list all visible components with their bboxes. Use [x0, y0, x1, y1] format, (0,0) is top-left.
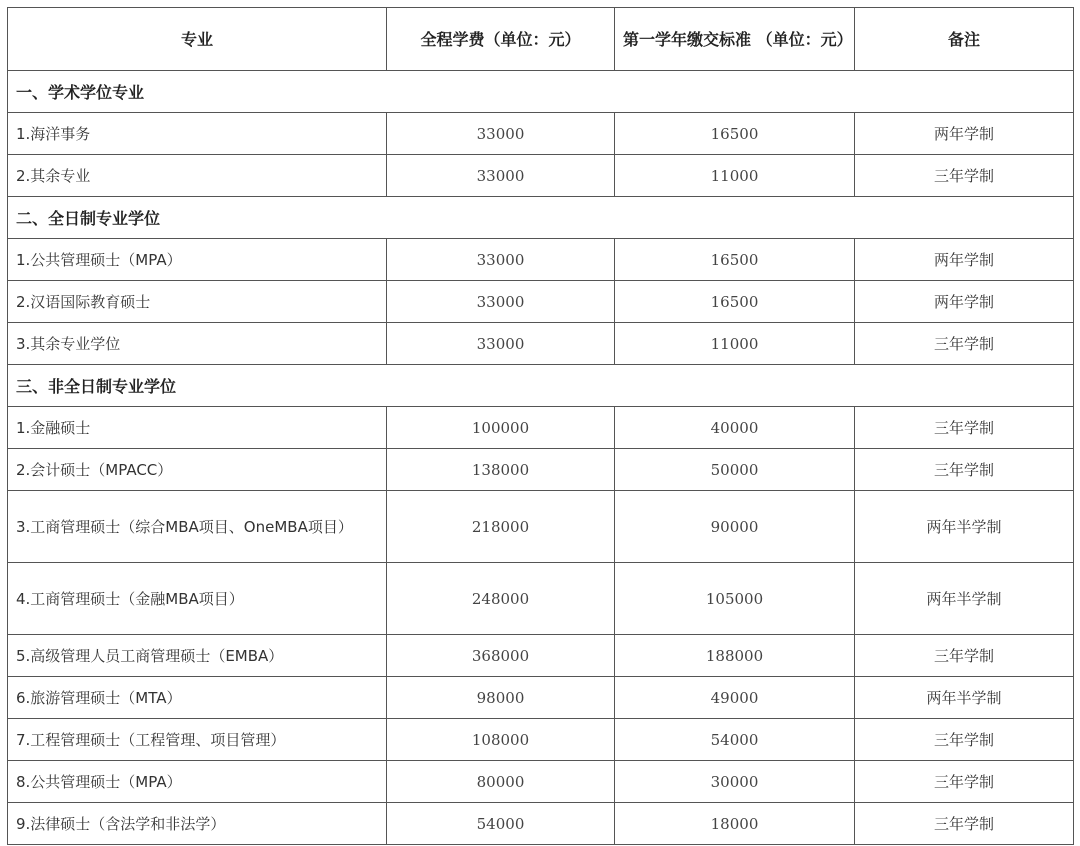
- tuition-table: [7, 7, 1074, 845]
- table-row: [8, 677, 1074, 719]
- total-tuition-cell: 98000: [387, 677, 615, 719]
- first-year-fee-cell: 30000: [615, 761, 855, 803]
- section-title: 三、非全日制专业学位: [8, 365, 1074, 407]
- total-tuition-cell: 80000: [387, 761, 615, 803]
- first-year-fee-cell: 54000: [615, 719, 855, 761]
- program-length-cell: 两年半学制: [855, 491, 1074, 563]
- total-tuition-cell: 33000: [387, 155, 615, 197]
- major-name-cell: 1.公共管理硕士（MPA）: [8, 239, 387, 281]
- table-row: [8, 239, 1074, 281]
- major-name-cell: 2.会计硕士（MPACC）: [8, 449, 387, 491]
- total-tuition-cell: 100000: [387, 407, 615, 449]
- total-tuition-cell: 33000: [387, 281, 615, 323]
- total-tuition-cell: 54000: [387, 803, 615, 845]
- section-header-row: [8, 71, 1074, 113]
- major-name-cell: 3.工商管理硕士（综合MBA项目、OneMBA项目）: [8, 491, 387, 563]
- total-tuition-cell: 368000: [387, 635, 615, 677]
- program-length-cell: 三年学制: [855, 407, 1074, 449]
- program-length-cell: 两年学制: [855, 239, 1074, 281]
- major-name-cell: 5.高级管理人员工商管理硕士（EMBA）: [8, 635, 387, 677]
- section-header-row: [8, 365, 1074, 407]
- major-name-cell: 2.其余专业: [8, 155, 387, 197]
- major-name-cell: 8.公共管理硕士（MPA）: [8, 761, 387, 803]
- major-name-cell: 2.汉语国际教育硕士: [8, 281, 387, 323]
- table-row: [8, 761, 1074, 803]
- table-row: [8, 635, 1074, 677]
- table-row: [8, 155, 1074, 197]
- table-row: [8, 563, 1074, 635]
- total-tuition-cell: 108000: [387, 719, 615, 761]
- section-title: 一、学术学位专业: [8, 71, 1074, 113]
- first-year-fee-cell: 105000: [615, 563, 855, 635]
- first-year-fee-cell: 50000: [615, 449, 855, 491]
- header-note: 备注: [855, 8, 1074, 71]
- section-header-row: [8, 197, 1074, 239]
- total-tuition-cell: 248000: [387, 563, 615, 635]
- program-length-cell: 两年学制: [855, 113, 1074, 155]
- first-year-fee-cell: 11000: [615, 155, 855, 197]
- first-year-fee-cell: 90000: [615, 491, 855, 563]
- table-row: [8, 113, 1074, 155]
- total-tuition-cell: 33000: [387, 323, 615, 365]
- program-length-cell: 三年学制: [855, 449, 1074, 491]
- program-length-cell: 三年学制: [855, 155, 1074, 197]
- first-year-fee-cell: 18000: [615, 803, 855, 845]
- program-length-cell: 三年学制: [855, 761, 1074, 803]
- major-name-cell: 1.海洋事务: [8, 113, 387, 155]
- major-name-cell: 1.金融硕士: [8, 407, 387, 449]
- first-year-fee-cell: 49000: [615, 677, 855, 719]
- header-major: 专业: [8, 8, 387, 71]
- total-tuition-cell: 218000: [387, 491, 615, 563]
- first-year-fee-cell: 11000: [615, 323, 855, 365]
- header-row: [8, 8, 1074, 71]
- table-row: [8, 719, 1074, 761]
- total-tuition-cell: 138000: [387, 449, 615, 491]
- first-year-fee-cell: 16500: [615, 113, 855, 155]
- major-name-cell: 3.其余专业学位: [8, 323, 387, 365]
- program-length-cell: 两年半学制: [855, 563, 1074, 635]
- table-row: [8, 323, 1074, 365]
- total-tuition-cell: 33000: [387, 113, 615, 155]
- program-length-cell: 两年学制: [855, 281, 1074, 323]
- table-row: [8, 281, 1074, 323]
- first-year-fee-cell: 16500: [615, 281, 855, 323]
- section-title: 二、全日制专业学位: [8, 197, 1074, 239]
- program-length-cell: 三年学制: [855, 803, 1074, 845]
- program-length-cell: 三年学制: [855, 719, 1074, 761]
- total-tuition-cell: 33000: [387, 239, 615, 281]
- major-name-cell: 4.工商管理硕士（金融MBA项目）: [8, 563, 387, 635]
- table-row: [8, 449, 1074, 491]
- header-total-tuition: 全程学费（单位：元）: [387, 8, 615, 71]
- major-name-cell: 6.旅游管理硕士（MTA）: [8, 677, 387, 719]
- header-first-year-fee: 第一学年缴交标准 （单位：元）: [615, 8, 855, 71]
- program-length-cell: 两年半学制: [855, 677, 1074, 719]
- table-row: [8, 491, 1074, 563]
- major-name-cell: 7.工程管理硕士（工程管理、项目管理）: [8, 719, 387, 761]
- first-year-fee-cell: 40000: [615, 407, 855, 449]
- program-length-cell: 三年学制: [855, 635, 1074, 677]
- first-year-fee-cell: 16500: [615, 239, 855, 281]
- major-name-cell: 9.法律硕士（含法学和非法学）: [8, 803, 387, 845]
- table-row: [8, 803, 1074, 845]
- first-year-fee-cell: 188000: [615, 635, 855, 677]
- table-row: [8, 407, 1074, 449]
- program-length-cell: 三年学制: [855, 323, 1074, 365]
- table-body: [8, 71, 1074, 845]
